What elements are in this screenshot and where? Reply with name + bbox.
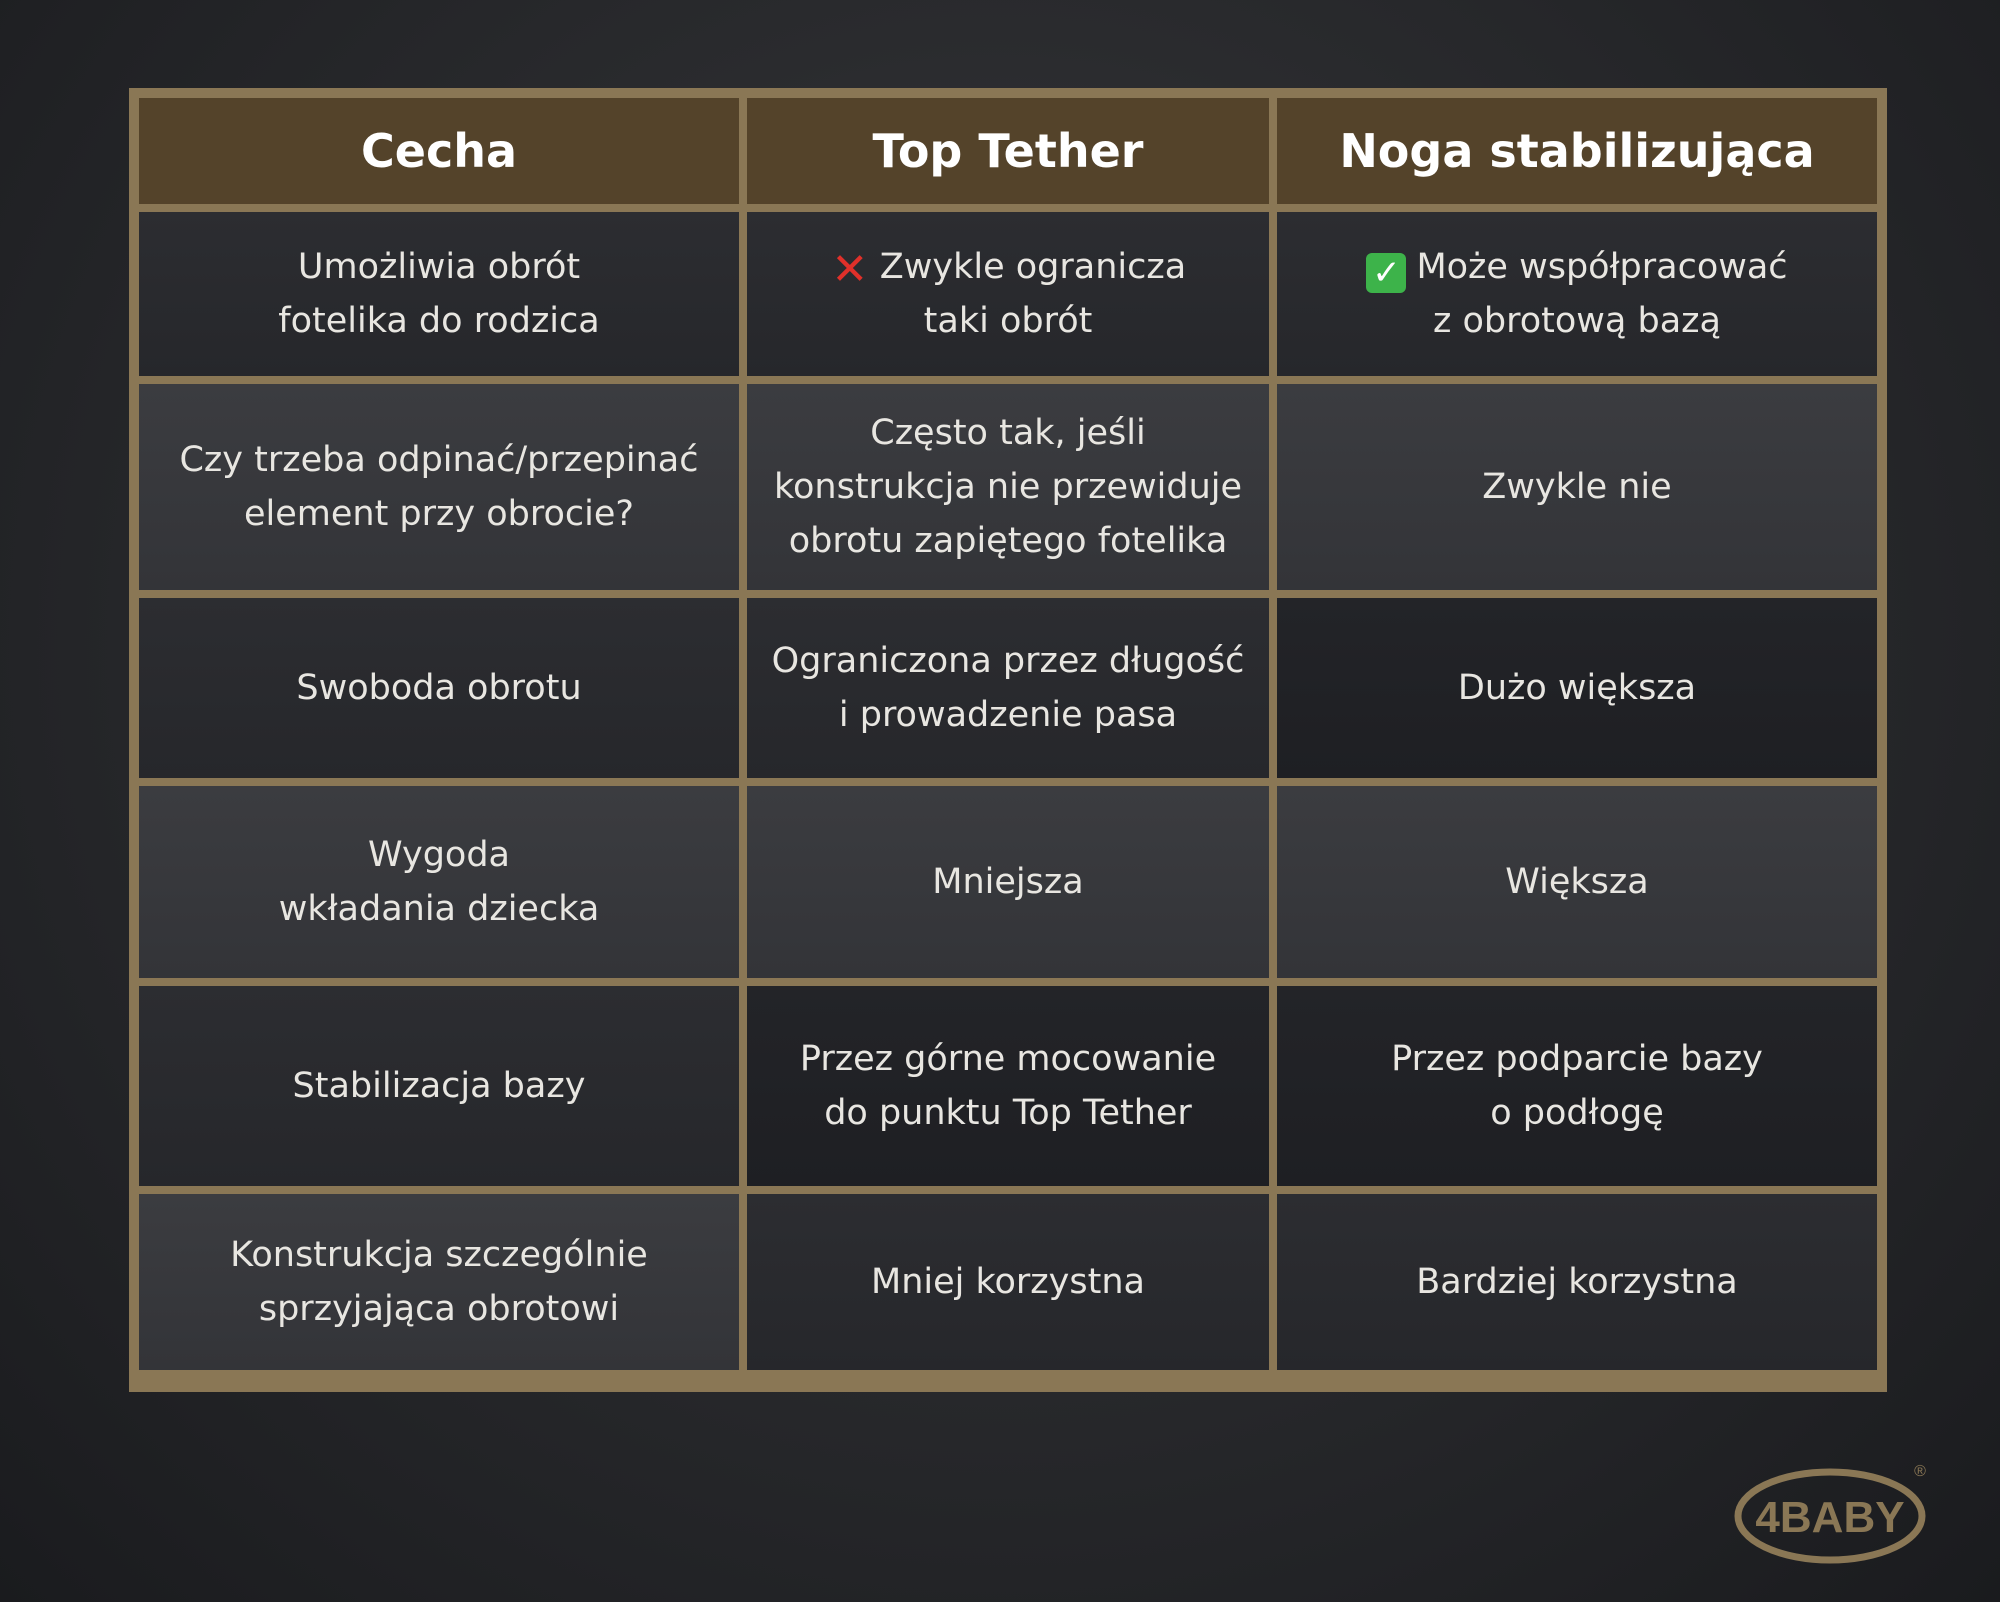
- feature-label: Umożliwia obrót fotelika do rodzica: [278, 247, 600, 341]
- feature-cell: [139, 212, 739, 376]
- noga-text: Przez podparcie bazy o podłogę: [1391, 1039, 1763, 1133]
- noga-text: Większa: [1505, 862, 1649, 902]
- header-label: Cecha: [360, 124, 517, 178]
- noga-text: Bardziej korzystna: [1416, 1262, 1738, 1302]
- noga-cell: [1277, 384, 1877, 590]
- top-tether-text: Ograniczona przez długość i prowadzenie pasa: [771, 641, 1245, 735]
- top-tether-cell: [747, 212, 1269, 376]
- top-tether-cell: [747, 1194, 1269, 1370]
- feature-cell: [139, 986, 739, 1186]
- feature-label: Swoboda obrotu: [296, 668, 582, 708]
- header-label: Top Tether: [872, 124, 1144, 178]
- top-tether-cell: [747, 786, 1269, 978]
- top-tether-text: Mniej korzystna: [871, 1262, 1145, 1302]
- header-noga-stabilizujaca: [1277, 98, 1877, 204]
- noga-cell: [1277, 986, 1877, 1186]
- feature-label: Czy trzeba odpinać/przepinać element przy obrocie?: [179, 440, 699, 534]
- header-top-tether: [747, 98, 1269, 204]
- top-tether-value: [830, 240, 1186, 348]
- noga-value: [1366, 240, 1787, 348]
- check-mark-icon: ✓: [1366, 253, 1406, 293]
- logo-text: 4BABY: [1755, 1493, 1905, 1542]
- feature-cell: [139, 384, 739, 590]
- comparison-table: [129, 88, 1887, 1392]
- feature-label: Wygoda wkładania dziecka: [278, 835, 600, 929]
- cross-mark-icon: ✕: [831, 244, 869, 295]
- noga-cell: [1277, 1194, 1877, 1370]
- noga-text: Może współpracować z obrotową bazą: [1416, 247, 1788, 341]
- feature-cell: [139, 786, 739, 978]
- noga-cell: [1277, 598, 1877, 778]
- feature-label: Stabilizacja bazy: [292, 1066, 586, 1106]
- top-tether-cell: [747, 598, 1269, 778]
- noga-text: Dużo większa: [1457, 668, 1697, 708]
- header-cecha: [139, 98, 739, 204]
- feature-label: Konstrukcja szczególnie sprzyjająca obrotowi: [230, 1235, 648, 1329]
- top-tether-text: Przez górne mocowanie do punktu Top Tether: [799, 1039, 1217, 1133]
- header-label: Noga stabilizująca: [1339, 124, 1815, 178]
- top-tether-cell: [747, 986, 1269, 1186]
- feature-cell: [139, 598, 739, 778]
- noga-cell: [1277, 786, 1877, 978]
- feature-cell: [139, 1194, 739, 1370]
- noga-cell: [1277, 212, 1877, 376]
- registered-mark: ®: [1914, 1463, 1926, 1480]
- comparison-grid: [139, 98, 1877, 1382]
- top-tether-text: Zwykle ogranicza taki obrót: [879, 247, 1187, 341]
- top-tether-cell: [747, 384, 1269, 590]
- top-tether-text: Mniejsza: [932, 862, 1084, 902]
- top-tether-text: Często tak, jeśli konstrukcja nie przewiduje obrotu zapiętego fotelika: [773, 413, 1243, 561]
- brand-logo: [1734, 1460, 1930, 1564]
- noga-text: Zwykle nie: [1482, 467, 1672, 507]
